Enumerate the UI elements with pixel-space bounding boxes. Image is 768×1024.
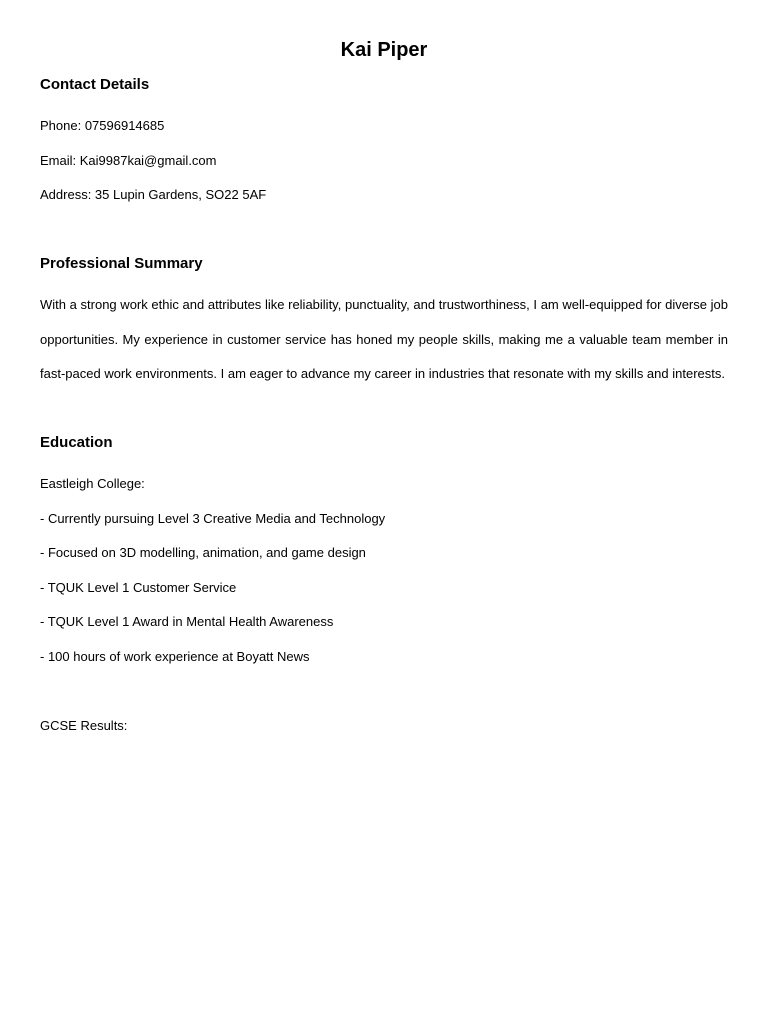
summary-line: With a strong work ethic and attributes like reliability, punctuality, and trustworthiness, I am well-equipped for diverse job [40, 297, 728, 312]
education-item: - Focused on 3D modelling, animation, and game design [40, 545, 366, 560]
contact-phone: Phone: 07596914685 [40, 118, 165, 133]
education-item: - TQUK Level 1 Customer Service [40, 580, 237, 595]
summary-line: opportunities. My experience in customer service has honed my people skills, making me a valuable team member in [40, 332, 728, 347]
education-item: - Currently pursuing Level 3 Creative Media and Technology [40, 511, 386, 526]
professional-summary-heading: Professional Summary [40, 255, 203, 272]
education-item: - TQUK Level 1 Award in Mental Health Awareness [40, 614, 334, 629]
education-heading: Education [40, 434, 113, 451]
summary-line: fast-paced work environments. I am eager to advance my career in industries that resonate with my skills and interests. [40, 366, 725, 381]
contact-details-heading: Contact Details [40, 76, 150, 93]
education-college: Eastleigh College: [40, 476, 145, 491]
education-item: - 100 hours of work experience at Boyatt News [40, 649, 310, 664]
contact-email: Email: Kai9987kai@gmail.com [40, 153, 217, 168]
contact-address: Address: 35 Lupin Gardens, SO22 5AF [40, 187, 267, 202]
gcse-results-label: GCSE Results: [40, 718, 128, 733]
resume-name: Kai Piper [340, 39, 428, 61]
